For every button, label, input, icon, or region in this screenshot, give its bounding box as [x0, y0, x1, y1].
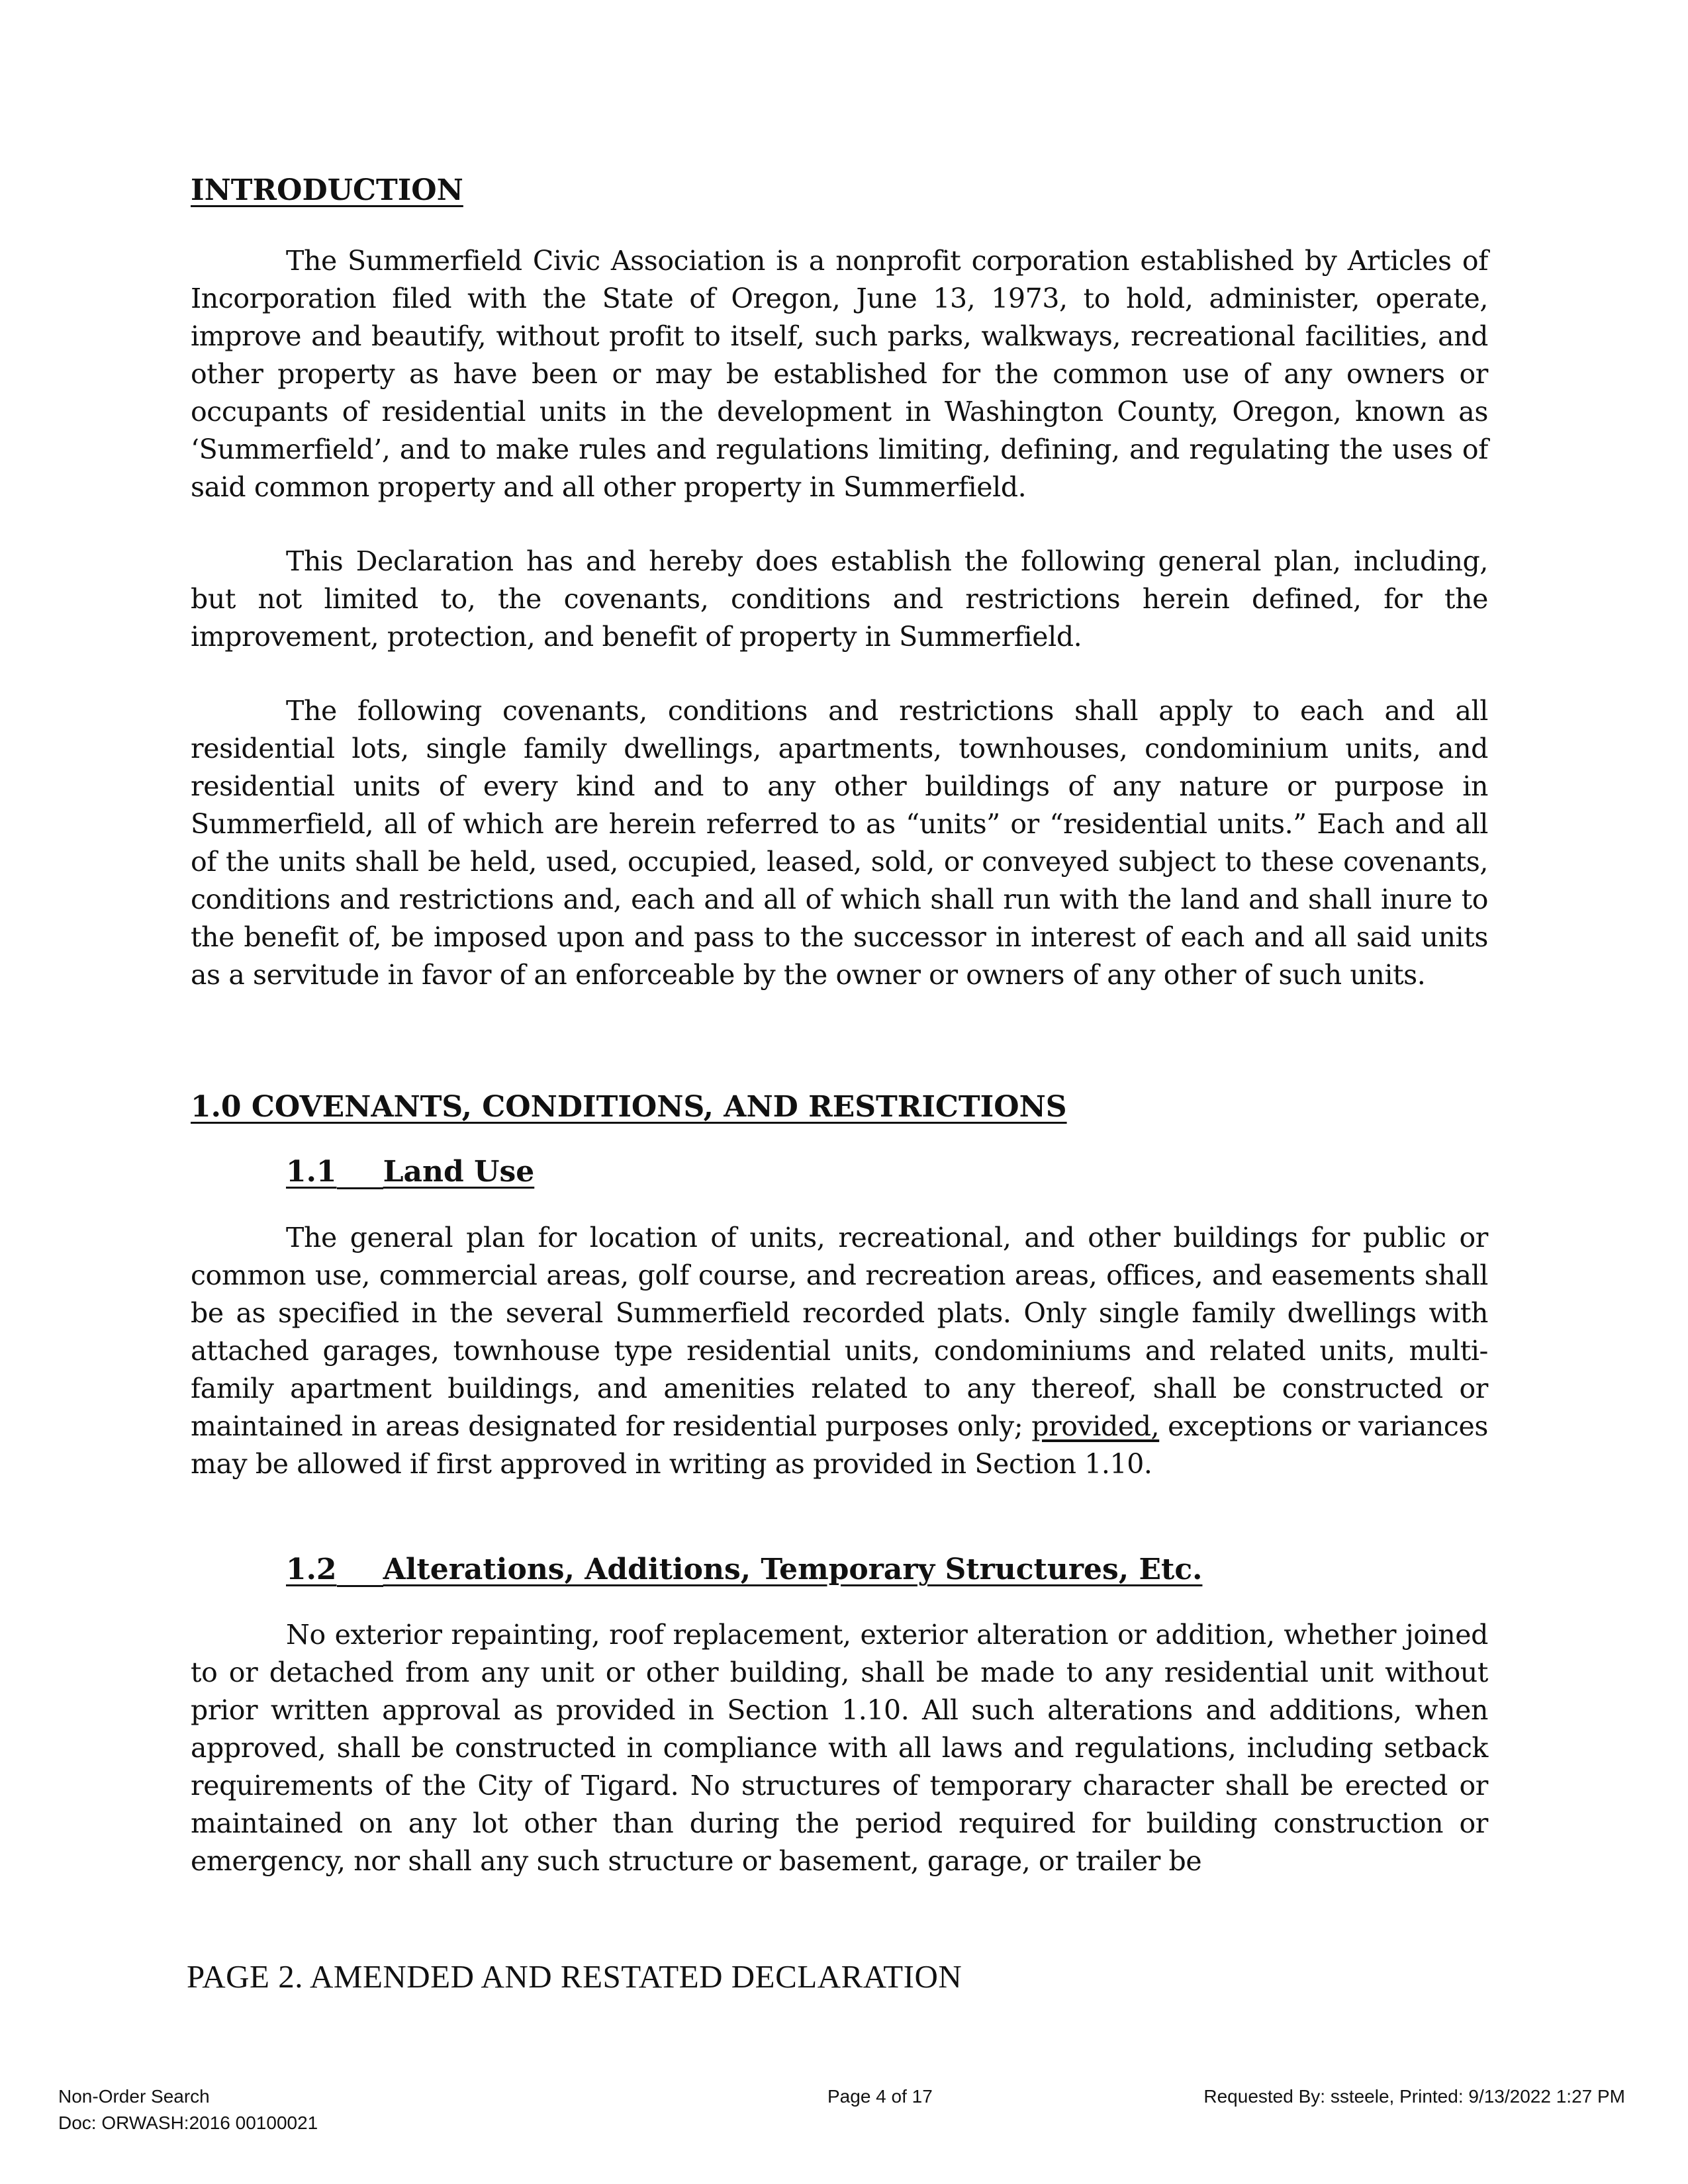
introduction-paragraph-3: The following covenants, conditions and restrictions shall apply to each and all residential lots, single family dwellings, apartments, townhouses, condominium units, and residential units of every kind and to any other buildings of any nature or purpose in Summerfield, all of which are herein referred to as “units” or “residential units.” Each and all of the units shall be held, used, occupied, leased, sold, or conveyed subject to these covenants, conditions and restrictions and, each and all of which shall run with the land and shall inure to the benefit of, be imposed upon and pass to the successor in interest of each and all said units as a servitude in favor of an enforceable by the owner or owners of any other of such units. — [191, 695, 1488, 991]
land-use-paragraph — [191, 1219, 1488, 1483]
subsection-1-2-number: 1.2 — [286, 1553, 337, 1586]
alterations-paragraph: No exterior repainting, roof replacement, exterior alteration or addition, whether joined to or detached from any unit or other building, shall be made to any residential unit without prior written approval as provided in Section 1.10. All such alterations and additions, when approved, shall be constructed in compliance with all laws and regulations, including setback requirements of the City of Tigard. No structures of temporary character shall be erected or maintained on any lot other than during the period required for building construction or emergency, nor shall any such structure or basement, garage, or trailer be — [191, 1619, 1488, 1877]
subsection-1-1-number: 1.1 — [286, 1155, 337, 1189]
subsection-1-1-heading — [286, 1155, 534, 1189]
land-use-underlined-word: provided, — [1031, 1410, 1160, 1442]
land-use-text-after: exceptions or variances may be allowed if first approved in writing as provided in Section 1.10. — [191, 1410, 1488, 1480]
introduction-heading: INTRODUCTION — [191, 173, 463, 207]
subsection-1-1-title: Land Use — [383, 1155, 535, 1189]
stamp-doc-id: Doc: ORWASH:2016 00100021 — [58, 2113, 318, 2133]
subsection-1-2-title: Alterations, Additions, Temporary Structures, Etc. — [383, 1553, 1203, 1586]
heading-underline-gap — [337, 1187, 383, 1189]
page-footer: PAGE 2. AMENDED AND RESTATED DECLARATION — [187, 1958, 962, 1995]
stamp-page-count: Page 4 of 17 — [827, 2086, 933, 2107]
subsection-1-2-heading — [286, 1553, 1202, 1587]
introduction-paragraph-1: The Summerfield Civic Association is a nonprofit corporation established by Articles of Incorporation filed with the State of Oregon, June 13, 1973, to hold, administer, operate, improve and beautify, without profit to itself, such parks, walkways, recreational facilities, and other property as have been or may be established for the common use of any owners or occupants of residential units in the development in Washington County, Oregon, known as ‘Summerfield’, and to make rules and regulations limiting, defining, and regulating the uses of said common property and all other property in Summerfield. — [191, 245, 1488, 503]
land-use-text-before: The general plan for location of units, recreational, and other buildings for public or common use, commercial areas, golf course, and recreation areas, offices, and easements shall be as specified in the several Summerfield recorded plats. Only single family dwellings with attached garages, townhouse type residential units, condominiums and related units, multi-family apartment buildings, and amenities related to any thereof, shall be constructed or maintained in areas designated for residential purposes only; — [191, 1222, 1488, 1442]
section-1-heading: 1.0 COVENANTS, CONDITIONS, AND RESTRICTIONS — [191, 1090, 1067, 1124]
heading-underline-gap — [337, 1585, 383, 1587]
stamp-requested-by: Requested By: ssteele, Printed: 9/13/2022 1:27 PM — [1203, 2086, 1625, 2107]
introduction-paragraph-2: This Declaration has and hereby does establish the following general plan, including, but not limited to, the covenants, conditions and restrictions herein defined, for the improvement, protection, and benefit of property in Summerfield. — [191, 545, 1488, 653]
stamp-search-type: Non-Order Search — [58, 2086, 210, 2107]
